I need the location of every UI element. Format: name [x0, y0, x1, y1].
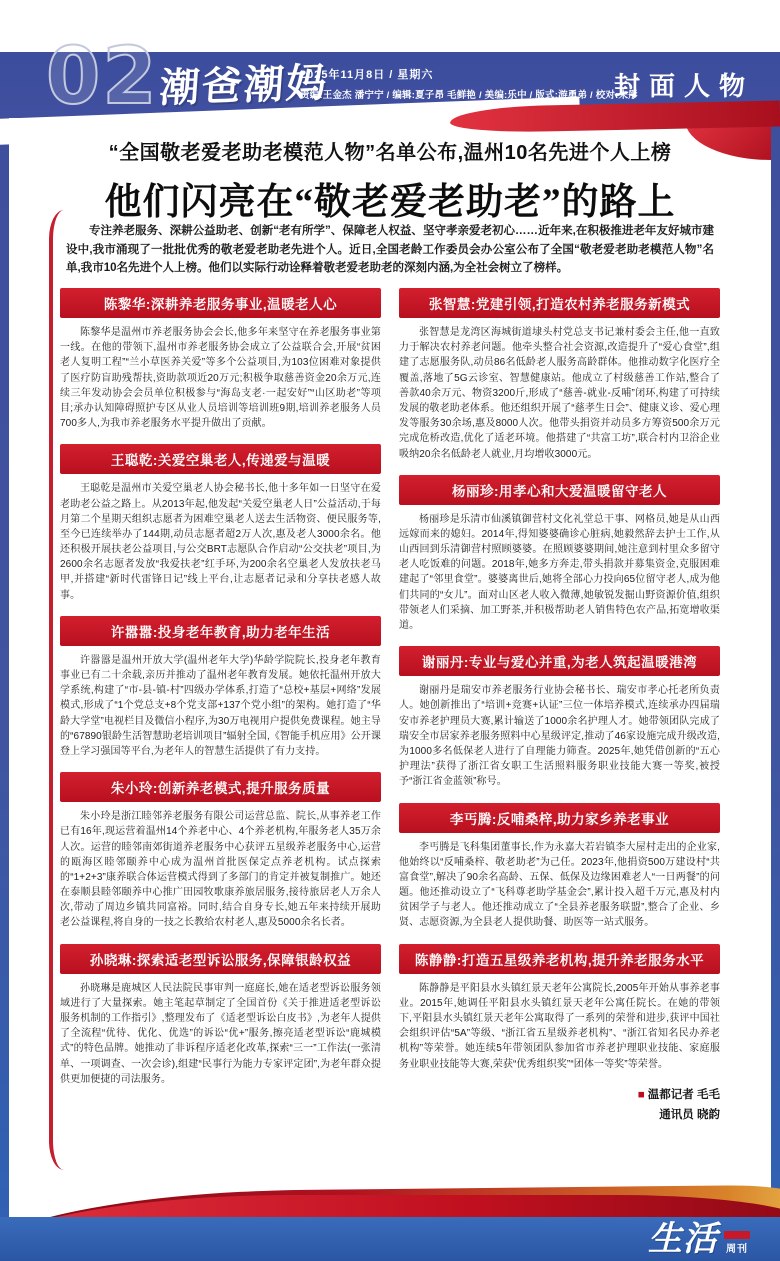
article-body: 陈黎华是温州市养老服务协会会长,他多年来坚守在养老服务事业第一线。在他的带领下,温州市养老服务协会成立了公益联合会,开展“贫困老人复明工程”“兰小草医养关爱”等多个公益项目,为103位困难对象提供了医疗防盲助残帮扶,资助款项近20万元;积极争取慈善资金20余万元,连续三年发动协会会员单位积极参与“海岛支老·一起安好”“山区助老”等项目;承办认知障碍照护专区从业人员培训等培训班9期,培训养老服务人员700多人,为我市养老服务水平提升做出了贡献。: [60, 327, 381, 430]
article-heading: 陈黎华:深耕养老服务事业,温暖老人心: [60, 288, 381, 318]
masthead-meta: [300, 66, 638, 101]
article-xielidan: [399, 646, 720, 789]
article-body: 李丐腾是飞科集团董事长,作为永嘉大若岩镇李大屋村走出的企业家,他始终以“反哺桑梓、敬老助老”为己任。2023年,他捐资500万建设村“共富食堂”,解决了90余名高龄、五保、低保及边缘困难老人“一日两餐”的问题。他还推动设立了“飞科尊老助学基金会”,累计投入超千万元,惠及村内贫困学子与老人。他还推动成立了“全县养老服务联盟”,整合了企业、乡贤、志愿资源,为全县老人提供助餐、助医等一站式服务。: [399, 841, 720, 929]
headline-block: [60, 136, 720, 225]
article-body: 朱小玲是浙江睦邻养老服务有限公司运营总监、院长,从事养老工作已有16年,现运营着温州14个养老中心、4个养老机构,年服务老人35万余人次。运营的睦邻南郊街道养老服务中心获评五星级养老服务中心,运营的瓯海区睦邻颐养中心成为温州首批医保定点养老机构。试点探索的“1+2+3”康养联合体运营模式得到了多部门的肯定并被复制推广。她还在泰顺县睦邻颐养中心推广田园牧歌康养旅居服务,接待旅居老人万余人次,带动了周边乡镇共同富裕。同时,结合自身专长,她五年来持续开展助老公益课程,将自身的一技之长教给农村老人,惠及5000余名长者。: [60, 811, 381, 929]
article-heading: 朱小玲:创新养老模式,提升服务质量: [60, 772, 381, 802]
issue-date: 2025年11月8日 / 星期六: [300, 69, 434, 81]
article-body: 陈静静是平阳县水头镇红景天老年公寓院长,2005年开始从事养老事业。2015年,她调任平阳县水头镇红景天老年公寓任院长。在她的带领下,平阳县水头镇红景天老年公寓取得了一系列的荣誉和进步,获评中国社会组织评估“5A”等级、“浙江省五星级养老机构”、“浙江省知名民办养老机构”等荣誉。她连续5年带领团队参加省市养老护理职业技能、家庭服务业职业技能等大赛,荣获“优秀组织奖”“团体一等奖”等荣誉。: [399, 982, 720, 1070]
section-title: 封面人物: [613, 71, 754, 101]
life-weekly-logo: [648, 1219, 750, 1258]
article-body: 杨丽珍是乐清市仙溪镇御营村文化礼堂总干事、网格员,她是从山西远嫁而来的媳妇。2014年,得知婆婆确诊心脏病,她毅然辞去护士工作,从山西回到乐清御营村照顾婆婆。在照顾婆婆期间,她注意到村里众多留守老人吃饭难的问题。2018年,她多方奔走,带头捐款并募集资金,克服困难建起了“邻里食堂”。婆婆离世后,她将全部心力投向65位留守老人,成为他们共同的“女儿”。面对山区老人收入微薄,她敏锐发掘山野资源价值,组织带领老人们采摘、加工野茶,并积极帮助老人销售特色农产品,拓宽增收渠道。: [399, 513, 720, 631]
article-heading: 谢丽丹:专业与爱心并重,为老人筑起温暖港湾: [399, 646, 720, 676]
main-title: 他们闪亮在“敬老爱老助老”的路上: [104, 182, 676, 223]
logo-badge: [724, 1231, 750, 1255]
logo-badge-red-icon: [724, 1231, 750, 1239]
article-heading: 陈静静:打造五星级养老机构,提升养老服务水平: [399, 944, 720, 974]
left-column: [60, 288, 381, 1172]
byline-reporter-text: 温都记者 毛毛: [647, 1088, 720, 1101]
byline-square-icon: ■: [637, 1088, 645, 1101]
page-frame-left: [0, 60, 9, 1261]
intro-paragraph: 专注养老服务、深耕公益助老、创新“老有所学”、保障老人权益、坚守孝亲爱老初心……近年来,在积极推进老年友好城市建设中,我市涌现了一批批优秀的敬老爱老助老先进个人。近日,全国老龄工作委员会办公室公布了全国“敬老爱老助老模范人物”名单,我市10名先进个人上榜。他们以实际行动诠释着敬老爱老助老的深刻内涵,为全社会树立了榜样。: [66, 225, 714, 275]
article-heading: 李丐腾:反哺桑梓,助力家乡养老事业: [399, 803, 720, 833]
article-body: 许嚣嚣是温州开放大学(温州老年大学)华龄学院院长,投身老年教育事业已有二十余载,亲历并推动了温州老年教育发展。她依托温州开放大学系统,构建了“市-县-镇-村”四级办学体系,打造了“总校+基层+网络”发展模式,形成了“1个党总支+8个党支部+137个党小组”的架构。她打造了“华龄大学堂”电视栏目及微信小程序,为30万电视用户提供免费课程。她主导的“67890银龄生活智慧助老培训项目”辐射全国,《智能手机应用》公开课登上学习强国等平台,为老年人的智慧生活提供了有力支持。: [60, 654, 381, 757]
masthead-band: [0, 32, 780, 122]
byline-correspondent: 通讯员 晓韵: [659, 1109, 720, 1122]
article-yanglizhen: [399, 475, 720, 634]
article-body: 谢丽丹是瑞安市养老服务行业协会秘书长、瑞安市孝心托老所负责人。她创新推出了“培训+竞赛+认证”三位一体培养模式,连续承办四届瑞安市养老护理员大赛,累计输送了1000余名护理人才。她带领团队完成了瑞安全市居家养老服务照料中心星级评定,推动了46家设施完成升级改造,为1000多名低保老人进行了自理能力筛查。2025年,她凭借创新的“五心护理法”获得了浙江省女职工生活照料服务职业技能大赛一等奖,被授予“浙江省金蓝领”称号。: [399, 685, 720, 788]
staff-credits: 责编:王金杰 潘宁宁 / 编辑:夏子昂 毛鲜艳 / 美编:乐中 / 版式:游勇弟 / 校对:朱彤: [300, 90, 638, 101]
byline-block: [399, 1085, 720, 1126]
logo-sub-text: 周刊: [726, 1244, 748, 1256]
article-body: 王聪乾是温州市关爱空巢老人协会秘书长,他十多年如一日坚守在爱老助老公益之路上。从2013年起,他发起“关爱空巢老人日”公益活动,于每月第二个星期天组织志愿者为困难空巢老人送去生活物资、便民服务等,至今已连续举办了144期,动员志愿者超2万人次,惠及老人3000余名。他还积极开展扶老公益项目,与公交BRT志愿队合作启动“公交扶老”项目,为2600余名志愿者发放“我爱扶老”红手环,为200余名空巢老人发放扶老马甲,并搭建“新时代雷锋日记”线上平台,让志愿者记录和分享扶老感人故事。: [60, 483, 381, 601]
footer-bar: [0, 1217, 780, 1261]
wave-red-layer: [0, 1195, 780, 1217]
article-zhangzhihui: [399, 288, 720, 462]
article-zhuxiaoling: [60, 772, 381, 931]
right-column: [399, 288, 720, 1172]
headline-kicker: “全国敬老爱老助老模范人物”名单公布,温州10名先进个人上榜: [108, 142, 672, 164]
logo-main-text: 生活: [648, 1219, 718, 1258]
page-number: 02: [46, 32, 159, 122]
bottom-red-wave: [0, 1173, 780, 1217]
article-chenlihua: [60, 288, 381, 431]
article-chenjingjing: [399, 944, 720, 1072]
article-wangcongqian: [60, 444, 381, 603]
article-heading: 张智慧:党建引领,打造农村养老服务新模式: [399, 288, 720, 318]
article-xuxiaoxiao: [60, 616, 381, 759]
masthead-logo: 潮爸潮妈: [157, 60, 330, 112]
article-body: 孙晓琳是鹿城区人民法院民事审判一庭庭长,她在适老型诉讼服务领域进行了大量探索。她主笔起草制定了全国首份《关于推进适老型诉讼服务机制的工作指引》,整理发布了《适老型诉讼白皮书》,为老年人提供了全流程“优待、优化、优选”的诉讼“优+”服务,擦亮适老型诉讼“鹿城模式”的特色品牌。她推动了非诉程序适老化改革,探索“三一”工作法(一张清单、一项调查、一次会诊),组建“民事行为能力专家评定团”,为老年群众提供更加便捷的司法服务。: [60, 982, 381, 1085]
article-heading: 许嚣嚣:投身老年教育,助力老年生活: [60, 616, 381, 646]
article-sunxiaolin: [60, 944, 381, 1087]
article-columns: [60, 288, 720, 1172]
article-heading: 王聪乾:关爱空巢老人,传递爱与温暖: [60, 444, 381, 474]
page-frame-right: [771, 60, 780, 1261]
article-body: 张智慧是龙湾区海城街道埭头村党总支书记兼村委会主任,他一直致力于解决农村养老问题。他牵头整合社会资源,改造提升了“爱心食堂”,组建了志愿服务队,动员86名低龄老人服务高龄群体。他推动数字化医疗全覆盖,落地了5G云诊室、智慧健康站。他成立了村级慈善工作站,整合了善款40余万元、物资3200斤,形成了“慈善-就业-反哺”闭环,构建了可持续发展的敬老助老体系。他还组织开展了“慈孝生日会”、健康义诊、爱心理发等服务30余场,惠及8000人次。他带头捐资并动员多方筹资500余万元完成危桥改造,优化了适老环境。他搭建了“共富工坊”,联合村内卫浴企业吸纳20余名低龄老人就业,月均增收3000元。: [399, 327, 720, 460]
article-heading: 杨丽珍:用孝心和大爱温暖留守老人: [399, 475, 720, 505]
article-heading: 孙晓琳:探索适老型诉讼服务,保障银龄权益: [60, 944, 381, 974]
byline-reporter: [399, 1085, 720, 1106]
article-ligaiteng: [399, 803, 720, 931]
